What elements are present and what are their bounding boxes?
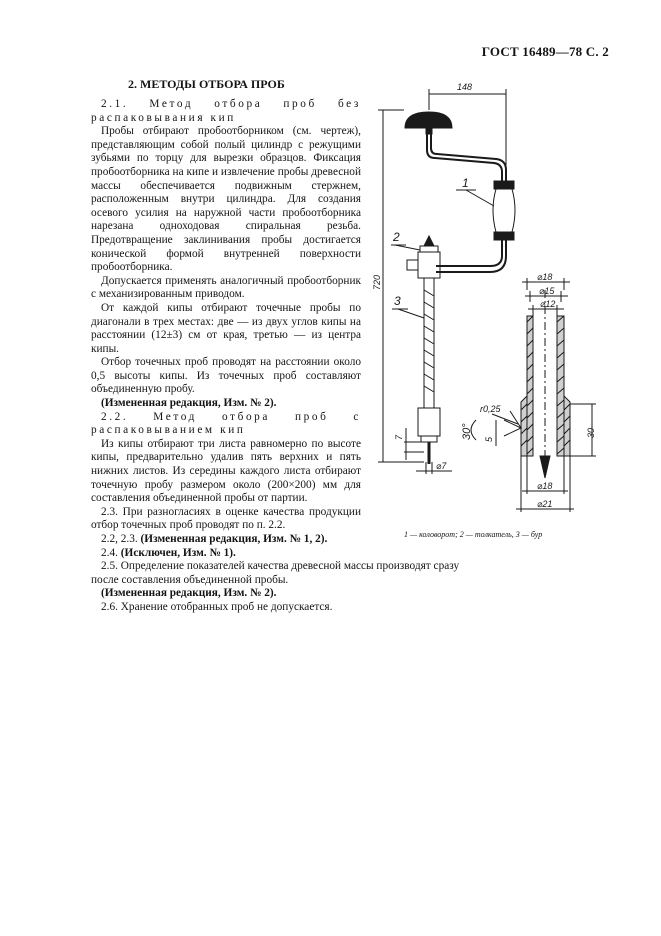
- p-points: От каждой кипы отбирают точечные пробы по диагонали в трех местах: две — из двух углов кипы на расстоянии (12±3) см от края, третью — из центра кипы.: [91, 301, 361, 355]
- handle-knob: [405, 112, 452, 134]
- p-2-3: 2.3. При разногласиях в оценке качества продукции отбор точечных проб проводят по п. 2.2.: [91, 505, 361, 532]
- dim-30-label: 30: [586, 427, 596, 438]
- dimension-d7: [416, 461, 452, 474]
- dim-d12-label: ⌀12: [540, 299, 556, 309]
- p-analog: Допускается применять аналогичный пробоотборник с механизированным приводом.: [91, 274, 361, 301]
- dim-720-label: 720: [372, 274, 382, 290]
- label-1: 1: [462, 176, 469, 190]
- p-2-2-2-3-edit: (Измененная редакция, Изм. № 1, 2).: [140, 533, 328, 545]
- edit-note-2: (Измененная редакция, Изм. № 2).: [101, 587, 277, 600]
- edit-note-1: (Измененная редакция, Изм. № 2).: [101, 397, 277, 410]
- p-2-4: [91, 547, 361, 561]
- sampler-drawing: [364, 74, 614, 524]
- dimension-720: [372, 110, 424, 462]
- dim-r025-label: r0,25: [480, 404, 501, 414]
- p-2-2-heading: 2.2. Метод отбора проб с распаковыванием кип: [91, 410, 361, 437]
- drill-part-3: [418, 278, 440, 464]
- p-2-2-2-3: [91, 533, 361, 547]
- p-2-2-2-3-prefix: 2.2, 2.3.: [101, 533, 138, 545]
- dim-d21-label: ⌀21: [537, 499, 553, 509]
- leader-3: [398, 309, 424, 318]
- dim-d18-top-label: ⌀18: [537, 272, 553, 282]
- p-2-5: 2.5. Определение показателей качества древесной массы производят сразу после составления объединенной пробы.: [91, 560, 460, 586]
- label-3: 3: [394, 294, 401, 308]
- dimension-7: [394, 428, 424, 460]
- label-2: 2: [393, 230, 400, 244]
- dim-7-label: 7: [394, 434, 404, 440]
- figure-caption: 1 — коловорот; 2 — толкатель, 3 — бур: [404, 530, 543, 539]
- section-view: [461, 272, 596, 512]
- p-2-4-edit: (Исключен, Изм. № 1).: [120, 546, 236, 559]
- p-2-1-heading: 2.1. Метод отбора проб без распаковывания кип: [91, 98, 361, 124]
- dim-5-label: 5: [484, 436, 494, 442]
- section-title: 2. МЕТОДЫ ОТБОРА ПРОБ: [128, 77, 285, 91]
- p-2-2-text: Из кипы отбирают три листа равномерно по высоте кипы, предварительно удалив пять верхних и пять нижних листов. Из середины каждого листа отбирают точечную пробу размером около (200×200) мм для составления объединенной пробы от партии.: [91, 437, 361, 505]
- page-header: ГОСТ 16489—78 С. 2: [481, 44, 609, 59]
- p-2-6: 2.6. Хранение отобранных проб не допускается.: [101, 600, 333, 613]
- p-distance: Отбор точечных проб проводят на расстоянии около 0,5 высоты кипы. Из точечных проб составляют объединенную пробу.: [91, 356, 361, 396]
- leader-1: [466, 190, 494, 206]
- dim-148-label: 148: [457, 82, 473, 92]
- dim-d18-bot-label: ⌀18: [537, 481, 553, 491]
- dim-d15-label: ⌀15: [539, 286, 555, 296]
- p-2-1-text: Пробы отбирают пробоотборником (см. чертеж), представляющим собой полый цилиндр с режущими зубьями по торцу для вырезки образцов. Фиксация пробоотборника на кипе и извлечение пробы древесной массы обеспечивается подвижным стержнем, расположенным внутри цилиндра. Для создания осевого усилия на наружной части пробоотборника нарезана одноходовая спиральная резьба. Предотвращение заклинивания пробы достигается конической формой внутренней поверхности пробоотборника.: [91, 125, 361, 274]
- p-2-4-prefix: 2.4.: [101, 546, 118, 559]
- dim-30deg-label: 30°: [461, 423, 473, 440]
- dim-d7-label: ⌀7: [436, 461, 447, 471]
- grip-part-1: [436, 181, 515, 272]
